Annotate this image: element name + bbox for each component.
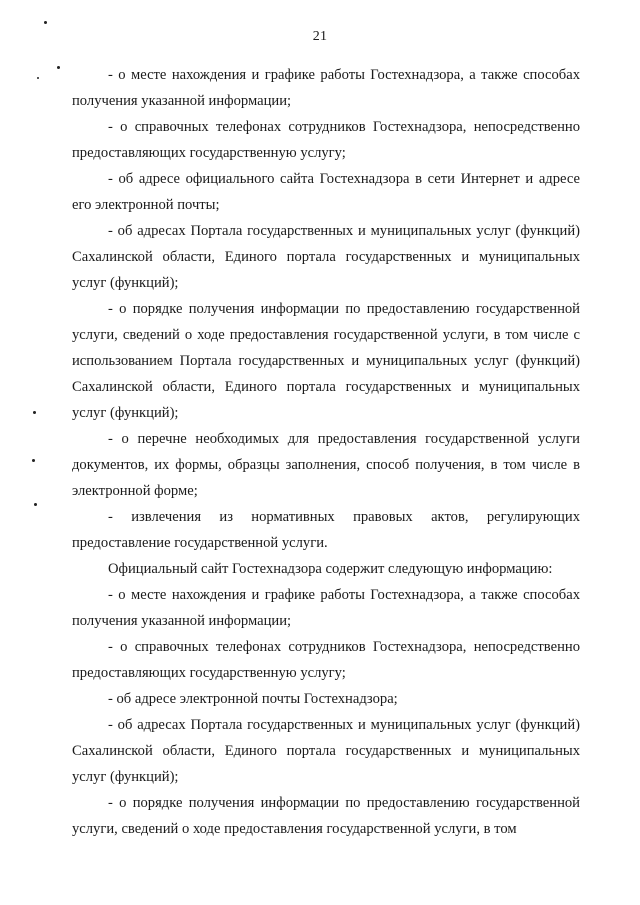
paragraph: - о порядке получения информации по предоставлению государственной услуги, сведений о ходе предоставления государственной услуги, в том числе с использованием Портала государственных и муниципальных услуг (функций) Сахалинской области, Единого портала государственных и муниципальных услуг (функций); bbox=[72, 301, 580, 421]
paragraph: Официальный сайт Гостехнадзора содержит следующую информацию: bbox=[108, 561, 553, 577]
paragraph: - об адресе электронной почты Гостехнадзора; bbox=[108, 691, 398, 707]
paragraph: - о порядке получения информации по предоставлению государственной услуги, сведений о ходе предоставления государственной услуги, в том bbox=[72, 795, 580, 837]
scan-speck bbox=[32, 459, 35, 462]
paragraph: - об адресе официального сайта Гостехнадзора в сети Интернет и адресе его электронной почты; bbox=[72, 171, 580, 213]
paragraph: - о месте нахождения и графике работы Гостехнадзора, а также способах получения указанной информации; bbox=[72, 67, 580, 109]
paragraph: - о справочных телефонах сотрудников Гостехнадзора, непосредственно предоставляющих государственную услугу; bbox=[72, 639, 580, 681]
paragraph: - извлечения из нормативных правовых актов, регулирующих предоставление государственной услуги. bbox=[72, 509, 580, 551]
paragraph: - о перечне необходимых для предоставления государственной услуги документов, их формы, образцы заполнения, способ получения, в том числе в электронной форме; bbox=[72, 431, 580, 499]
scan-speck bbox=[34, 503, 37, 506]
paragraph: - о месте нахождения и графике работы Гостехнадзора, а также способах получения указанной информации; bbox=[72, 587, 580, 629]
paragraph: - об адресах Портала государственных и муниципальных услуг (функций) Сахалинской области, Единого портала государственных и муниципальных услуг (функций); bbox=[72, 223, 580, 291]
scan-speck bbox=[44, 21, 47, 24]
page-number: 21 bbox=[312, 29, 328, 44]
body-text bbox=[72, 62, 580, 842]
paragraph: - об адресах Портала государственных и муниципальных услуг (функций) Сахалинской области, Единого портала государственных и муниципальных услуг (функций); bbox=[72, 717, 580, 785]
scan-speck bbox=[37, 77, 39, 79]
scan-speck bbox=[33, 411, 36, 414]
paragraph: - о справочных телефонах сотрудников Гостехнадзора, непосредственно предоставляющих государственную услугу; bbox=[72, 119, 580, 161]
scan-speck bbox=[57, 66, 60, 69]
